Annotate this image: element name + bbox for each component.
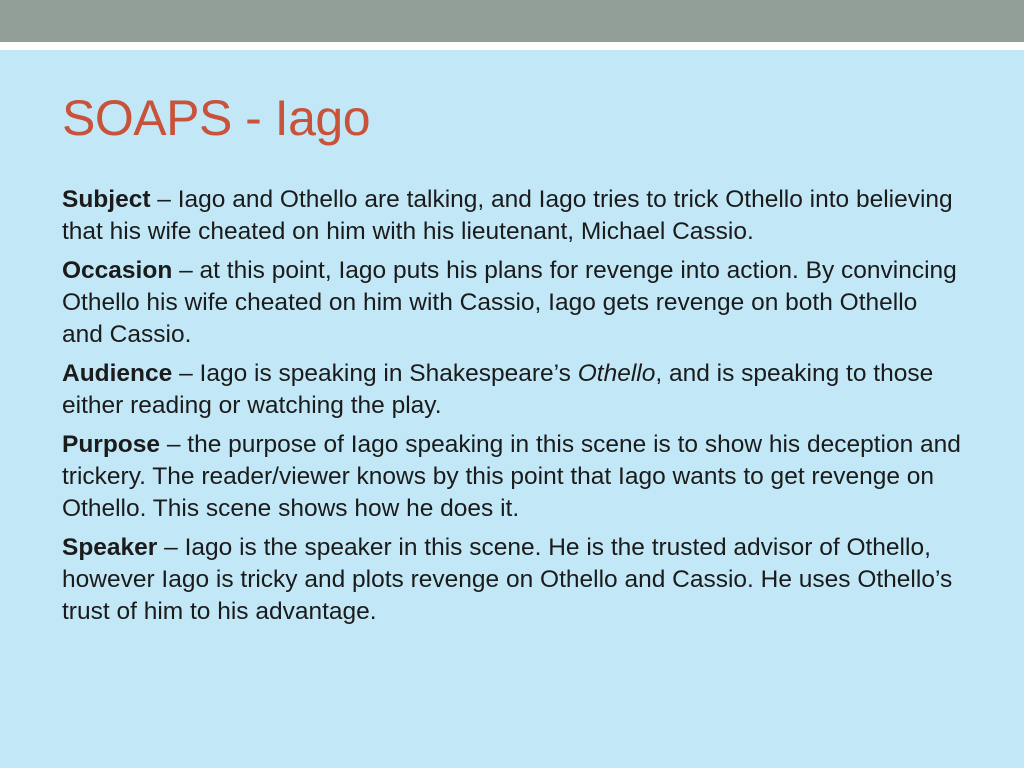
text-audience-italic-title: Othello bbox=[577, 360, 656, 387]
text-audience-after: , and is speaking to those either reading or watching the play. bbox=[62, 360, 934, 419]
paragraph-subject bbox=[62, 184, 962, 248]
top-divider-strip bbox=[0, 42, 1024, 50]
text-subject: – Iago and Othello are talking, and Iago tries to trick Othello into believing that his wife cheated on him with his lieutenant, Michael Cassio. bbox=[62, 186, 953, 245]
term-purpose: Purpose bbox=[62, 431, 161, 458]
paragraph-audience bbox=[62, 358, 962, 422]
text-occasion: – at this point, Iago puts his plans for revenge into action. By convincing Othello his wife cheated on him with Cassio, Iago gets revenge on both Othello and Cassio. bbox=[62, 257, 957, 348]
paragraph-occasion bbox=[62, 255, 962, 351]
text-audience-before: – Iago is speaking in Shakespeare’s bbox=[172, 360, 578, 387]
text-speaker: – Iago is the speaker in this scene. He is the trusted advisor of Othello, however Iago is tricky and plots revenge on Othello and Cassio. He uses Othello’s trust of him to his advantage. bbox=[62, 534, 953, 625]
term-occasion: Occasion bbox=[62, 257, 173, 284]
text-purpose: – the purpose of Iago speaking in this scene is to show his deception and trickery. The reader/viewer knows by this point that Iago wants to get revenge on Othello. This scene shows how he does it. bbox=[62, 431, 961, 522]
term-audience: Audience bbox=[62, 360, 173, 387]
top-decorative-bar bbox=[0, 0, 1024, 42]
slide-body bbox=[62, 184, 962, 635]
paragraph-purpose bbox=[62, 429, 962, 525]
term-subject: Subject bbox=[62, 186, 151, 213]
slide-title: SOAPS - Iago bbox=[62, 90, 371, 146]
term-speaker: Speaker bbox=[62, 534, 158, 561]
paragraph-speaker bbox=[62, 532, 962, 628]
